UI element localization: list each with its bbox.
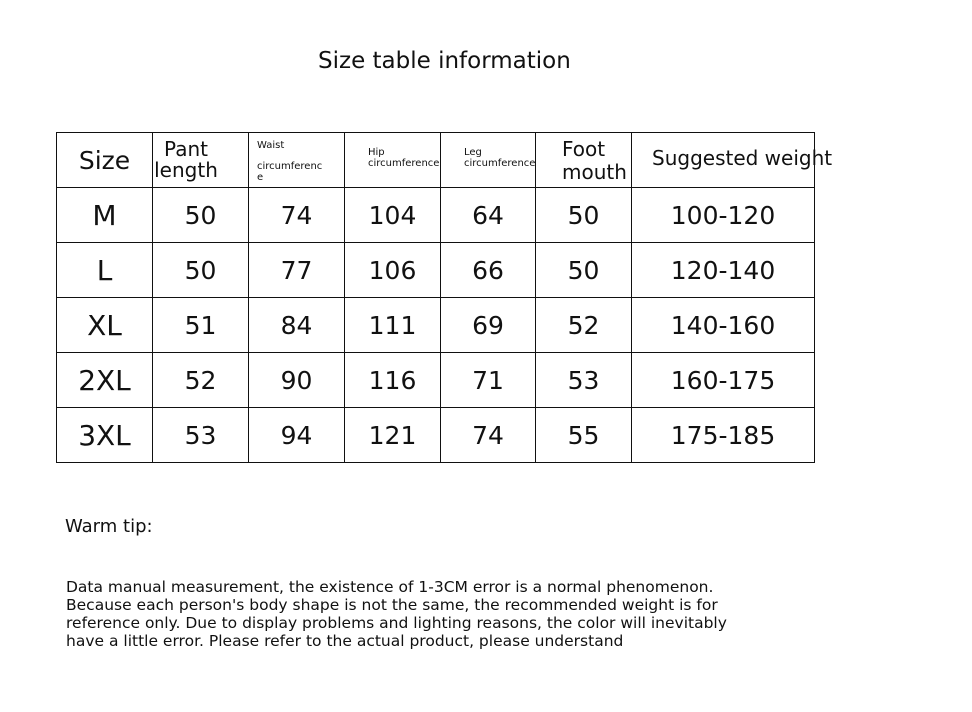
warm-tip-title: Warm tip: <box>65 516 153 537</box>
header-hip <box>345 133 441 188</box>
cell-size: XL <box>57 298 153 353</box>
cell-pant-length: 52 <box>153 353 249 408</box>
cell-waist: 74 <box>249 188 345 243</box>
header-waist <box>249 133 345 188</box>
table-row <box>57 298 815 353</box>
cell-leg: 74 <box>441 408 536 463</box>
cell-suggested-weight: 120-140 <box>632 243 815 298</box>
cell-suggested-weight: 140-160 <box>632 298 815 353</box>
cell-suggested-weight: 175-185 <box>632 408 815 463</box>
cell-pant-length: 50 <box>153 243 249 298</box>
header-foot-label: Foot <box>562 137 606 161</box>
cell-hip: 104 <box>345 188 441 243</box>
header-hip-sub: circumference <box>368 158 440 169</box>
header-hip-label: Hip <box>368 147 385 158</box>
warm-tip-line: have a little error. Please refer to the actual product, please understand <box>66 632 624 650</box>
cell-waist: 94 <box>249 408 345 463</box>
header-suggested-weight-label: Suggested weight <box>652 146 833 170</box>
cell-hip: 106 <box>345 243 441 298</box>
cell-waist: 77 <box>249 243 345 298</box>
warm-tip-body <box>66 578 786 650</box>
warm-tip-line: reference only. Due to display problems and lighting reasons, the color will inevitably <box>66 614 727 632</box>
cell-size: M <box>57 188 153 243</box>
warm-tip-line: Because each person's body shape is not the same, the recommended weight is for <box>66 596 718 614</box>
cell-pant-length: 50 <box>153 188 249 243</box>
cell-waist: 84 <box>249 298 345 353</box>
cell-leg: 69 <box>441 298 536 353</box>
cell-foot-mouth: 52 <box>536 298 632 353</box>
header-leg <box>441 133 536 188</box>
header-foot-sub: mouth <box>562 160 627 184</box>
cell-size: 2XL <box>57 353 153 408</box>
page-title: Size table information <box>318 48 571 74</box>
header-leg-sub: circumference <box>464 158 536 169</box>
cell-foot-mouth: 50 <box>536 243 632 298</box>
table-header-row <box>57 133 815 188</box>
cell-leg: 71 <box>441 353 536 408</box>
header-size: Size <box>57 133 153 188</box>
cell-leg: 66 <box>441 243 536 298</box>
table-row <box>57 188 815 243</box>
header-pant-length-label: Pant length <box>154 137 218 182</box>
cell-hip: 121 <box>345 408 441 463</box>
cell-hip: 111 <box>345 298 441 353</box>
cell-leg: 64 <box>441 188 536 243</box>
table-row <box>57 408 815 463</box>
cell-size: L <box>57 243 153 298</box>
header-foot-mouth <box>536 133 632 188</box>
cell-foot-mouth: 50 <box>536 188 632 243</box>
cell-foot-mouth: 53 <box>536 353 632 408</box>
header-leg-label: Leg <box>464 147 482 158</box>
header-suggested-weight <box>632 133 833 188</box>
header-pant-length <box>153 133 249 188</box>
cell-hip: 116 <box>345 353 441 408</box>
warm-tip-line: Data manual measurement, the existence of 1-3CM error is a normal phenomenon. <box>66 578 714 596</box>
cell-size: 3XL <box>57 408 153 463</box>
header-waist-label: Waist <box>257 140 285 151</box>
cell-pant-length: 51 <box>153 298 249 353</box>
table-row <box>57 243 815 298</box>
cell-pant-length: 53 <box>153 408 249 463</box>
cell-foot-mouth: 55 <box>536 408 632 463</box>
cell-suggested-weight: 100-120 <box>632 188 815 243</box>
cell-waist: 90 <box>249 353 345 408</box>
table-row <box>57 353 815 408</box>
header-waist-sub: circumference <box>257 161 323 183</box>
cell-suggested-weight: 160-175 <box>632 353 815 408</box>
size-table <box>56 132 833 463</box>
